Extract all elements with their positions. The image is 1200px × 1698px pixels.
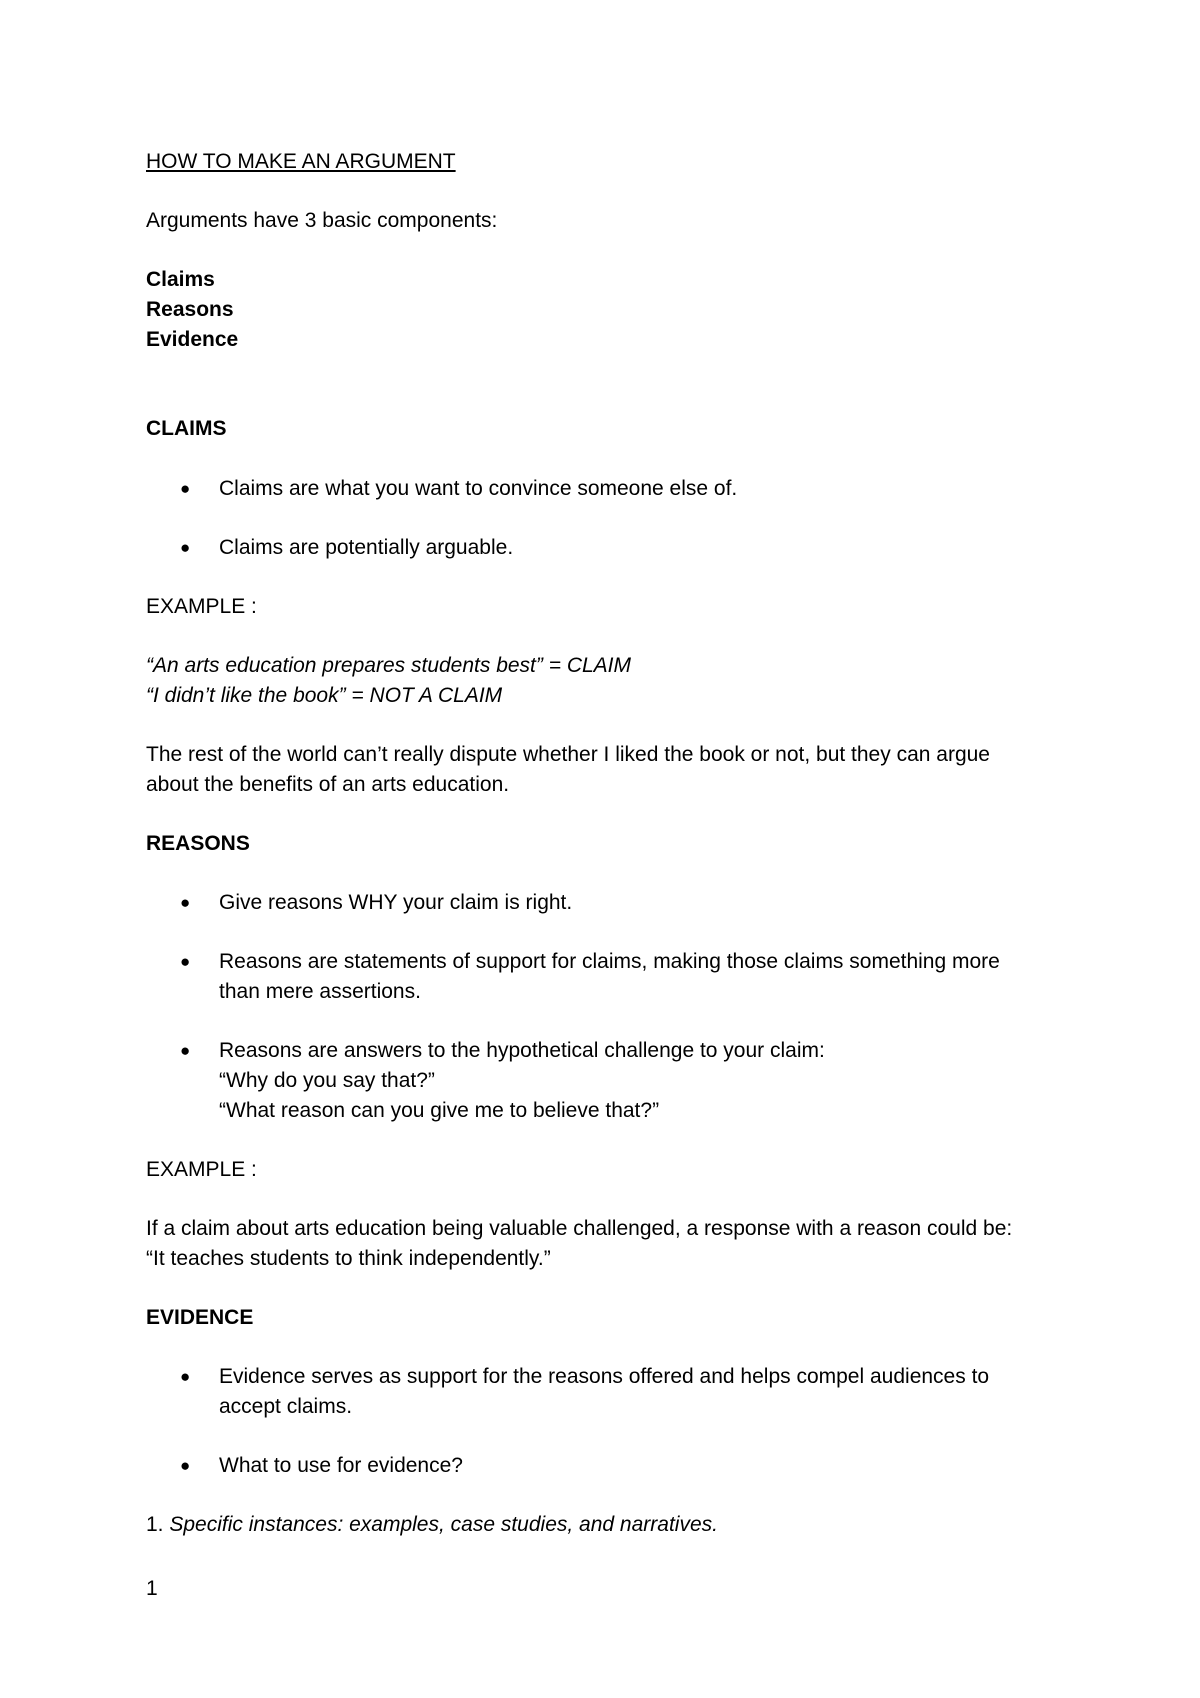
reasons-bullet-2-line-2: than mere assertions. (219, 980, 421, 1003)
claims-example-label: EXAMPLE : (146, 595, 257, 618)
intro-text: Arguments have 3 basic components: (146, 209, 498, 232)
evidence-bullet-2: What to use for evidence? (219, 1454, 463, 1477)
claims-example-line-1: “An arts education prepares students best” = CLAIM (146, 654, 631, 677)
bullet-glyph: ● (180, 479, 191, 498)
component-evidence: Evidence (146, 328, 239, 351)
reasons-heading: REASONS (146, 832, 250, 855)
bullet-glyph: ● (180, 1041, 191, 1060)
reasons-example-line-1: If a claim about arts education being valuable challenged, a response with a reason could be: (146, 1217, 1013, 1240)
evidence-heading: EVIDENCE (146, 1306, 254, 1329)
claims-heading: CLAIMS (146, 417, 227, 440)
evidence-bullet-1-line-1: Evidence serves as support for the reasons offered and helps compel audiences to (219, 1365, 990, 1388)
component-claims: Claims (146, 268, 215, 291)
component-reasons: Reasons (146, 298, 234, 321)
reasons-bullet-1: Give reasons WHY your claim is right. (219, 891, 573, 914)
document-title: HOW TO MAKE AN ARGUMENT (146, 150, 456, 173)
bullet-glyph: ● (180, 952, 191, 971)
evidence-bullet-1-line-2: accept claims. (219, 1395, 353, 1418)
claims-bullet-1: Claims are what you want to convince someone else of. (219, 477, 738, 500)
claims-example-line-2: “I didn’t like the book” = NOT A CLAIM (146, 684, 503, 707)
reasons-bullet-3-line-2: “Why do you say that?” (219, 1069, 435, 1092)
reasons-bullet-3-line-3: “What reason can you give me to believe that?” (219, 1099, 660, 1122)
bullet-glyph: ● (180, 1456, 191, 1475)
reasons-example-label: EXAMPLE : (146, 1158, 257, 1181)
reasons-bullet-3-line-1: Reasons are answers to the hypothetical challenge to your claim: (219, 1039, 825, 1062)
numbered-item-text: Specific instances: examples, case studies, and narratives. (169, 1513, 718, 1536)
claims-bullet-2: Claims are potentially arguable. (219, 536, 514, 559)
reasons-bullet-2-line-1: Reasons are statements of support for claims, making those claims something more (219, 950, 1000, 973)
page-number: 1 (146, 1577, 158, 1600)
claims-explanation-line-1: The rest of the world can’t really dispute whether I liked the book or not, but they can argue (146, 743, 990, 766)
evidence-numbered-item (146, 1510, 718, 1540)
numbered-item-number: 1. (146, 1513, 164, 1536)
reasons-example-line-2: “It teaches students to think independently.” (146, 1247, 551, 1270)
bullet-glyph: ● (180, 893, 191, 912)
bullet-glyph: ● (180, 538, 191, 557)
bullet-glyph: ● (180, 1367, 191, 1386)
claims-explanation-line-2: about the benefits of an arts education. (146, 773, 510, 796)
